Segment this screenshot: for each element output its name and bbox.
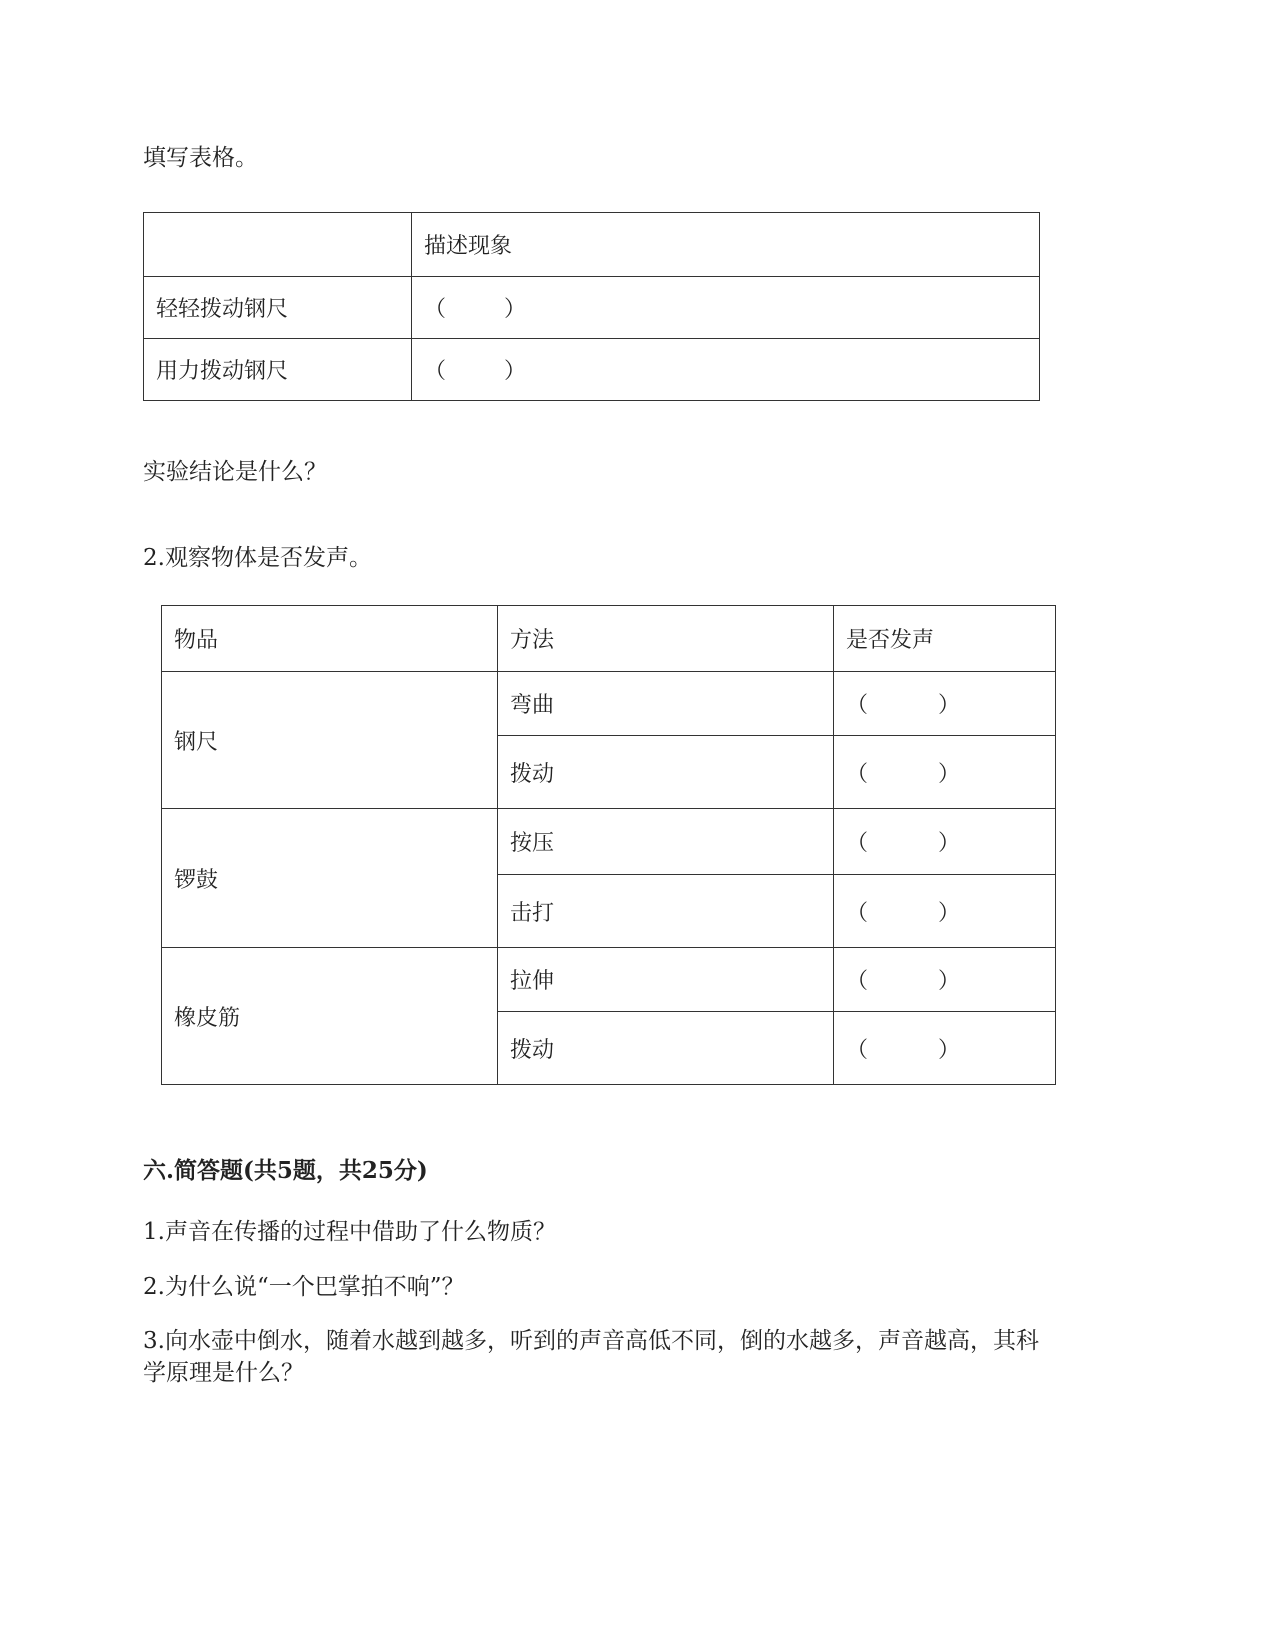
- header-cell-empty: [144, 213, 412, 277]
- question-2: 2.为什么说“一个巴掌拍不响”？: [143, 1274, 465, 1300]
- header-cell-method: 方法: [498, 606, 834, 672]
- close-paren: ）: [938, 1037, 961, 1063]
- row-action-forceful: 用力拨动钢尺: [144, 339, 412, 401]
- method-cell: 击打: [498, 875, 834, 948]
- question-3-line-1: 3.向水壶中倒水，随着水越到越多，听到的声音高低不同，倒的水越多，声音越高，其科: [143, 1328, 1039, 1354]
- table-row: [162, 948, 1056, 1012]
- answer-blank[interactable]: [834, 875, 1056, 948]
- open-paren: （: [846, 900, 869, 926]
- answer-blank[interactable]: [834, 948, 1056, 1012]
- table-row: [162, 672, 1056, 736]
- close-paren: ）: [938, 761, 961, 787]
- open-paren: （: [846, 693, 869, 718]
- open-paren: （: [424, 297, 447, 322]
- item-cell-gong-drum: 锣鼓: [162, 809, 498, 948]
- answer-blank[interactable]: [834, 736, 1056, 809]
- open-paren: （: [846, 761, 869, 787]
- close-paren: ）: [938, 969, 961, 994]
- sound-observation-table: [161, 605, 1056, 1085]
- answer-blank[interactable]: [834, 672, 1056, 736]
- conclusion-question: 实验结论是什么？: [143, 459, 327, 485]
- instruction-fill-table: 填写表格。: [143, 145, 258, 171]
- answer-blank[interactable]: [834, 1012, 1056, 1085]
- observe-title: 2.观察物体是否发声。: [143, 545, 372, 571]
- close-paren: ）: [938, 831, 961, 856]
- table-row: [144, 339, 1040, 401]
- method-cell: 拨动: [498, 736, 834, 809]
- item-cell-rubber-band: 橡皮筋: [162, 948, 498, 1085]
- answer-blank[interactable]: [834, 809, 1056, 875]
- method-cell: 拨动: [498, 1012, 834, 1085]
- open-paren: （: [424, 359, 447, 384]
- method-cell: 拉伸: [498, 948, 834, 1012]
- header-cell-description: 描述现象: [412, 213, 1040, 277]
- method-cell: 按压: [498, 809, 834, 875]
- item-cell-steel-ruler: 钢尺: [162, 672, 498, 809]
- method-cell: 弯曲: [498, 672, 834, 736]
- close-paren: ）: [938, 693, 961, 718]
- open-paren: （: [846, 1037, 869, 1063]
- close-paren: ）: [504, 297, 527, 322]
- close-paren: ）: [938, 900, 961, 926]
- header-cell-sound: 是否发声: [834, 606, 1056, 672]
- header-cell-item: 物品: [162, 606, 498, 672]
- phenomenon-table: [143, 212, 1040, 401]
- section-heading: 六.简答题(共5题，共25分): [143, 1157, 428, 1184]
- answer-blank[interactable]: [412, 277, 1040, 339]
- answer-blank[interactable]: [412, 339, 1040, 401]
- table-header-row: [144, 213, 1040, 277]
- close-paren: ）: [504, 359, 527, 384]
- open-paren: （: [846, 831, 869, 856]
- table-row: [144, 277, 1040, 339]
- open-paren: （: [846, 969, 869, 994]
- table-row: [162, 809, 1056, 875]
- question-3-line-2: 学原理是什么？: [143, 1360, 304, 1386]
- row-action-gentle: 轻轻拨动钢尺: [144, 277, 412, 339]
- question-1: 1.声音在传播的过程中借助了什么物质？: [143, 1219, 556, 1245]
- table-header-row: [162, 606, 1056, 672]
